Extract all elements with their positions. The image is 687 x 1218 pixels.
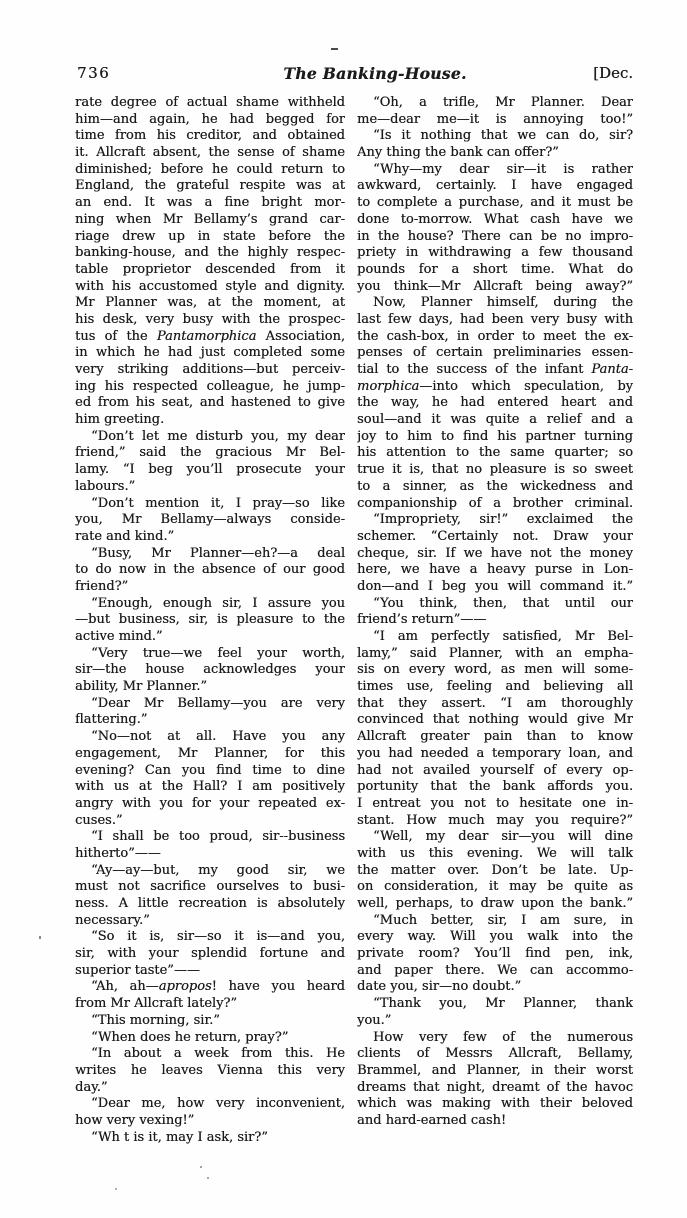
text-line: soul—and it was quite a relief and a (357, 412, 633, 428)
text-line: stant. How much may you require?” (357, 812, 633, 828)
text-line: from Mr Allcraft lately?” (75, 996, 238, 1012)
text-line: “When does he return, pray?” (91, 1029, 289, 1045)
text-line: portunity that the bank affords you. (357, 779, 633, 795)
text-line: priety in withdrawing a few thousand (357, 245, 633, 261)
text-line: him greeting. (75, 412, 165, 428)
text-line: me—dear me—it is annoying too!” (357, 111, 633, 127)
page-header (75, 64, 633, 84)
text-line: convinced that nothing would give Mr (357, 712, 633, 728)
text-line: “I shall be too proud, sir--business (91, 829, 345, 845)
text-line: the way, he had entered heart and (357, 395, 633, 411)
text-line: “Ah, ah—apropos! have you heard (91, 979, 345, 995)
text-line: tus of the Pantamorphica Association, (75, 328, 345, 344)
text-line: pounds for a short time. What do (357, 261, 633, 277)
text-line: superior taste”—— (75, 962, 200, 978)
text-line: “Dear Mr Bellamy—you are very (91, 695, 345, 711)
text-line: “Well, my dear sir—you will dine (373, 829, 633, 845)
text-line: ness. A little recreation is absolutely (75, 896, 345, 911)
text-line: sir, with your splendid fortune and (75, 946, 345, 962)
text-line: true it is, that no pleasure is so sweet (357, 462, 633, 478)
text-line: Mr Planner was, at the moment, at (75, 295, 345, 311)
text-line: “So it is, sir—so it is—and you, (91, 929, 345, 945)
text-line: riage drew up in state before the (75, 228, 345, 244)
text-line: you think—Mr Allcraft being away?” (357, 278, 633, 294)
text-line: must not sacrifice ourselves to busi- (75, 879, 345, 895)
text-line: —but business, sir, is pleasure to the (75, 612, 345, 628)
text-line: day.” (75, 1079, 108, 1095)
text-line: “Wh t is it, may I ask, sir?” (91, 1129, 268, 1145)
text-line: an end. It was a fine bright mor- (75, 195, 345, 211)
text-line: England, the grateful respite was at (75, 178, 345, 194)
text-line: “Don’t let me disturb you, my dear (91, 428, 345, 444)
text-line: “Impropriety, sir!” exclaimed the (373, 512, 633, 528)
text-line: in the house? There can be no impro- (357, 228, 633, 244)
text-line: “I am perfectly satisfied, Mr Bel- (373, 629, 633, 644)
text-line: done to-morrow. What cash have we (357, 211, 633, 227)
text-line: you had needed a temporary loan, and (357, 745, 633, 761)
text-line: in which he had just completed some (75, 345, 345, 361)
text-line: you, Mr Bellamy—always conside- (75, 512, 345, 528)
text-line: necessary.” (75, 912, 150, 928)
text-line: with his accustomed style and dignity. (75, 278, 345, 294)
text-line: last few days, had been very busy with (357, 311, 633, 327)
text-line: How very few of the numerous (373, 1029, 633, 1045)
text-line: Now, Planner himself, during the (373, 295, 633, 311)
text-line: tial to the success of the infant Panta- (357, 362, 633, 377)
text-line: lamy. “I beg you’ll prosecute your (75, 462, 345, 478)
text-line: table proprietor descended from it (75, 261, 345, 277)
text-line: which was making with their beloved (357, 1096, 633, 1112)
text-line: “Dear me, how very inconvenient, (91, 1096, 345, 1112)
text-line: companionship of a brother criminal. (357, 495, 633, 511)
text-line: and hard-earned cash! (357, 1112, 507, 1128)
text-line: diminished; before he could return to (75, 161, 345, 177)
right-column (357, 95, 633, 1146)
text-line: his desk, very busy with the prospec- (75, 311, 345, 327)
running-title: The Banking-House. (283, 64, 467, 83)
text-line: friend,” said the gracious Mr Bel- (75, 445, 345, 461)
text-line: with us this evening. We will talk (357, 845, 633, 861)
text-line: “Very true—we feel your worth, (91, 645, 345, 661)
text-line: with us at the Hall? I am positively (75, 779, 345, 795)
text-line: “Busy, Mr Planner—eh?—a deal (91, 545, 345, 561)
text-line: that they assert. “I am thoroughly (357, 695, 633, 711)
text-line: penses of certain preliminaries essen- (357, 345, 633, 361)
text-line: friend?” (75, 578, 129, 594)
text-line: Allcraft greater pain than to know (357, 729, 633, 745)
text-line: here, we have a heavy purse in Lon- (357, 562, 633, 578)
text-line: to do now in the absence of our good (75, 562, 345, 578)
text-line: “Why—my dear sir—it is rather (373, 161, 633, 177)
text-line: angry with you for your repeated ex- (75, 795, 345, 811)
text-line: you.” (357, 1012, 392, 1028)
text-line: friend’s return”—— (357, 612, 487, 628)
text-line: dreams that night, dreamt of the havoc (357, 1079, 633, 1095)
text-line: “Is it nothing that we can do, sir? (373, 128, 633, 144)
text-line: the cash-box, in order to meet the ex- (357, 328, 633, 344)
text-line: well, perhaps, to draw upon the bank.” (357, 896, 633, 911)
text-line: cuses.” (75, 812, 123, 828)
text-line: rate degree of actual shame withheld (75, 95, 345, 110)
text-line: hitherto”—— (75, 845, 161, 861)
scan-artifact (331, 48, 338, 50)
text-line: engagement, Mr Planner, for this (75, 745, 345, 761)
text-line: active mind.” (75, 629, 163, 644)
text-line: times use, feeling and believing all (357, 679, 633, 695)
text-line: writes he leaves Vienna this very (75, 1062, 345, 1078)
text-line: how very vexing!” (75, 1112, 195, 1128)
text-line: ed from his seat, and hastened to give (75, 395, 345, 411)
text-line: awkward, certainly. I have engaged (357, 178, 633, 194)
text-line: “Thank you, Mr Planner, thank (373, 996, 633, 1012)
text-line: him—and again, he had begged for (75, 111, 345, 127)
text-columns (75, 95, 633, 1146)
text-line: flattering.” (75, 712, 148, 728)
text-line: had not availed yourself of every op- (357, 762, 633, 778)
text-line: sis on every word, as men will some- (357, 662, 633, 678)
text-line: ing his respected colleague, he jump- (75, 378, 345, 394)
text-line: joy to him to find his partner turning (357, 428, 633, 444)
text-line: banking-house, and the highly respec- (75, 245, 345, 261)
text-line: the matter over. Don’t be late. Up- (357, 862, 633, 878)
text-line: his attention to the same quarter; so (357, 445, 633, 461)
text-line: “Enough, enough sir, I assure you (91, 595, 345, 611)
text-line: “Don’t mention it, I pray—so like (91, 495, 345, 511)
text-line: cheque, sir. If we have not the money (357, 545, 633, 561)
scan-artifact (115, 1188, 117, 1190)
scan-artifact (39, 936, 41, 939)
text-line: lamy,” said Planner, with an empha- (357, 645, 633, 661)
scan-artifact (200, 1166, 202, 1168)
text-line: private room? You’ll find pen, ink, (357, 946, 633, 962)
text-line: morphica—into which speculation, by (357, 378, 633, 394)
text-line: Brammel, and Planner, in their worst (357, 1062, 633, 1078)
text-line: it. Allcraft absent, the sense of shame (75, 145, 345, 161)
text-line: I entreat you not to hesitate one in- (357, 795, 633, 811)
text-line: “In about a week from this. He (91, 1046, 345, 1062)
text-line: “No—not at all. Have you any (91, 729, 345, 745)
text-line: “Ay—ay—but, my good sir, we (91, 862, 345, 878)
text-line: schemer. “Certainly not. Draw your (357, 528, 633, 544)
text-line: labours.” (75, 478, 136, 494)
text-line: ning when Mr Bellamy’s grand car- (75, 211, 345, 227)
text-line: ability, Mr Planner.” (75, 679, 207, 695)
text-line: date you, sir—no doubt.” (357, 979, 522, 995)
page-number: 736 (77, 64, 111, 82)
text-line: very striking additions—but perceiv- (75, 362, 345, 377)
text-line: time from his creditor, and obtained (75, 128, 345, 144)
text-line: sir—the house acknowledges your (75, 662, 345, 678)
scan-artifact (207, 1177, 209, 1179)
text-line: don—and I beg you will command it.” (357, 578, 633, 594)
text-line: on consideration, it may be quite as (357, 879, 633, 895)
text-line: “This morning, sir.” (91, 1012, 220, 1028)
text-line: and paper there. We can accommo- (357, 962, 633, 978)
issue-label: [Dec. (593, 64, 633, 82)
text-line: Any thing the bank can offer?” (357, 145, 559, 161)
text-line: to a sinner, as the wickedness and (357, 478, 633, 494)
left-column (75, 95, 345, 1146)
text-line: “Much better, sir, I am sure, in (373, 912, 633, 928)
text-line: every way. Will you walk into the (357, 929, 633, 945)
text-line: evening? Can you find time to dine (75, 762, 345, 778)
text-line: rate and kind.” (75, 528, 175, 544)
text-line: clients of Messrs Allcraft, Bellamy, (357, 1046, 633, 1062)
text-line: “Oh, a trifle, Mr Planner. Dear (373, 95, 633, 110)
text-line: to complete a purchase, and it must be (357, 195, 633, 211)
text-line: “You think, then, that until our (373, 595, 633, 611)
